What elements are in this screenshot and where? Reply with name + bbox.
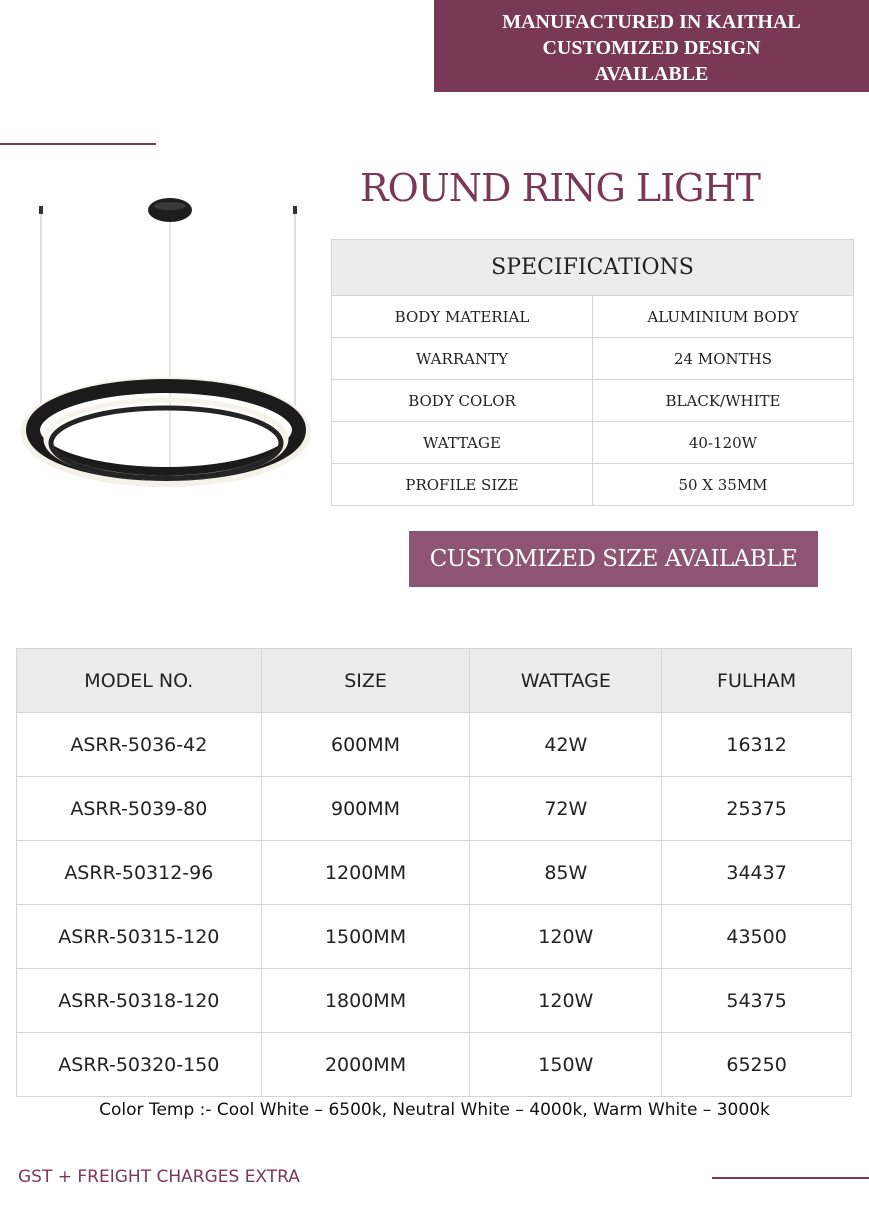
model-cell: ASRR-50320-150 (17, 1033, 262, 1097)
ring-light-image (20, 180, 320, 510)
spec-label: WATTAGE (332, 422, 593, 464)
decorative-rule-top (0, 143, 156, 145)
size-cell: 600MM (261, 713, 470, 777)
wire-cap-right (293, 206, 297, 214)
spec-row (332, 296, 854, 338)
spec-label: WARRANTY (332, 338, 593, 380)
specifications-table (331, 239, 854, 506)
table-row (17, 713, 852, 777)
table-row (17, 841, 852, 905)
models-table (16, 648, 852, 1097)
color-temperature-note: Color Temp :- Cool White – 6500k, Neutral White – 4000k, Warm White – 3000k (99, 1100, 770, 1120)
model-cell: ASRR-50318-120 (17, 969, 262, 1033)
banner-line-1: MANUFACTURED IN KAITHAL (502, 11, 801, 33)
model-cell: ASRR-5036-42 (17, 713, 262, 777)
product-title: ROUND RING LIGHT (360, 166, 760, 210)
wattage-cell: 85W (470, 841, 662, 905)
spec-value: 40-120W (593, 422, 854, 464)
footer-charges-note: GST + FREIGHT CHARGES EXTRA (18, 1167, 300, 1187)
customized-size-badge: CUSTOMIZED SIZE AVAILABLE (409, 531, 818, 587)
column-header-wattage: WATTAGE (470, 649, 662, 713)
wattage-cell: 72W (470, 777, 662, 841)
column-header-model: MODEL NO. (17, 649, 262, 713)
fulham-cell: 65250 (662, 1033, 852, 1097)
table-row (17, 905, 852, 969)
spec-value: ALUMINIUM BODY (593, 296, 854, 338)
column-header-size: SIZE (261, 649, 470, 713)
spec-value: BLACK/WHITE (593, 380, 854, 422)
spec-value: 50 X 35MM (593, 464, 854, 506)
table-header-row (17, 649, 852, 713)
spec-value: 24 MONTHS (593, 338, 854, 380)
model-cell: ASRR-5039-80 (17, 777, 262, 841)
fulham-cell: 25375 (662, 777, 852, 841)
table-row (17, 1033, 852, 1097)
fulham-cell: 34437 (662, 841, 852, 905)
banner-line-2: CUSTOMIZED DESIGN (542, 37, 761, 59)
size-cell: 900MM (261, 777, 470, 841)
model-cell: ASRR-50315-120 (17, 905, 262, 969)
size-cell: 1500MM (261, 905, 470, 969)
spec-row (332, 422, 854, 464)
specifications-heading: SPECIFICATIONS (332, 240, 854, 296)
model-cell: ASRR-50312-96 (17, 841, 262, 905)
wire-cap-left (39, 206, 43, 214)
spec-row (332, 338, 854, 380)
header-banner (434, 0, 869, 92)
spec-label: PROFILE SIZE (332, 464, 593, 506)
table-row (17, 969, 852, 1033)
wattage-cell: 120W (470, 905, 662, 969)
spec-label: BODY COLOR (332, 380, 593, 422)
wattage-cell: 120W (470, 969, 662, 1033)
size-cell: 1800MM (261, 969, 470, 1033)
wattage-cell: 42W (470, 713, 662, 777)
fulham-cell: 43500 (662, 905, 852, 969)
banner-line-3: AVAILABLE (594, 63, 709, 85)
spec-row (332, 464, 854, 506)
table-row (17, 777, 852, 841)
fulham-cell: 54375 (662, 969, 852, 1033)
wattage-cell: 150W (470, 1033, 662, 1097)
size-cell: 2000MM (261, 1033, 470, 1097)
decorative-rule-bottom (712, 1177, 869, 1179)
fulham-cell: 16312 (662, 713, 852, 777)
column-header-fulham: FULHAM (662, 649, 852, 713)
spec-label: BODY MATERIAL (332, 296, 593, 338)
spec-row (332, 380, 854, 422)
size-cell: 1200MM (261, 841, 470, 905)
